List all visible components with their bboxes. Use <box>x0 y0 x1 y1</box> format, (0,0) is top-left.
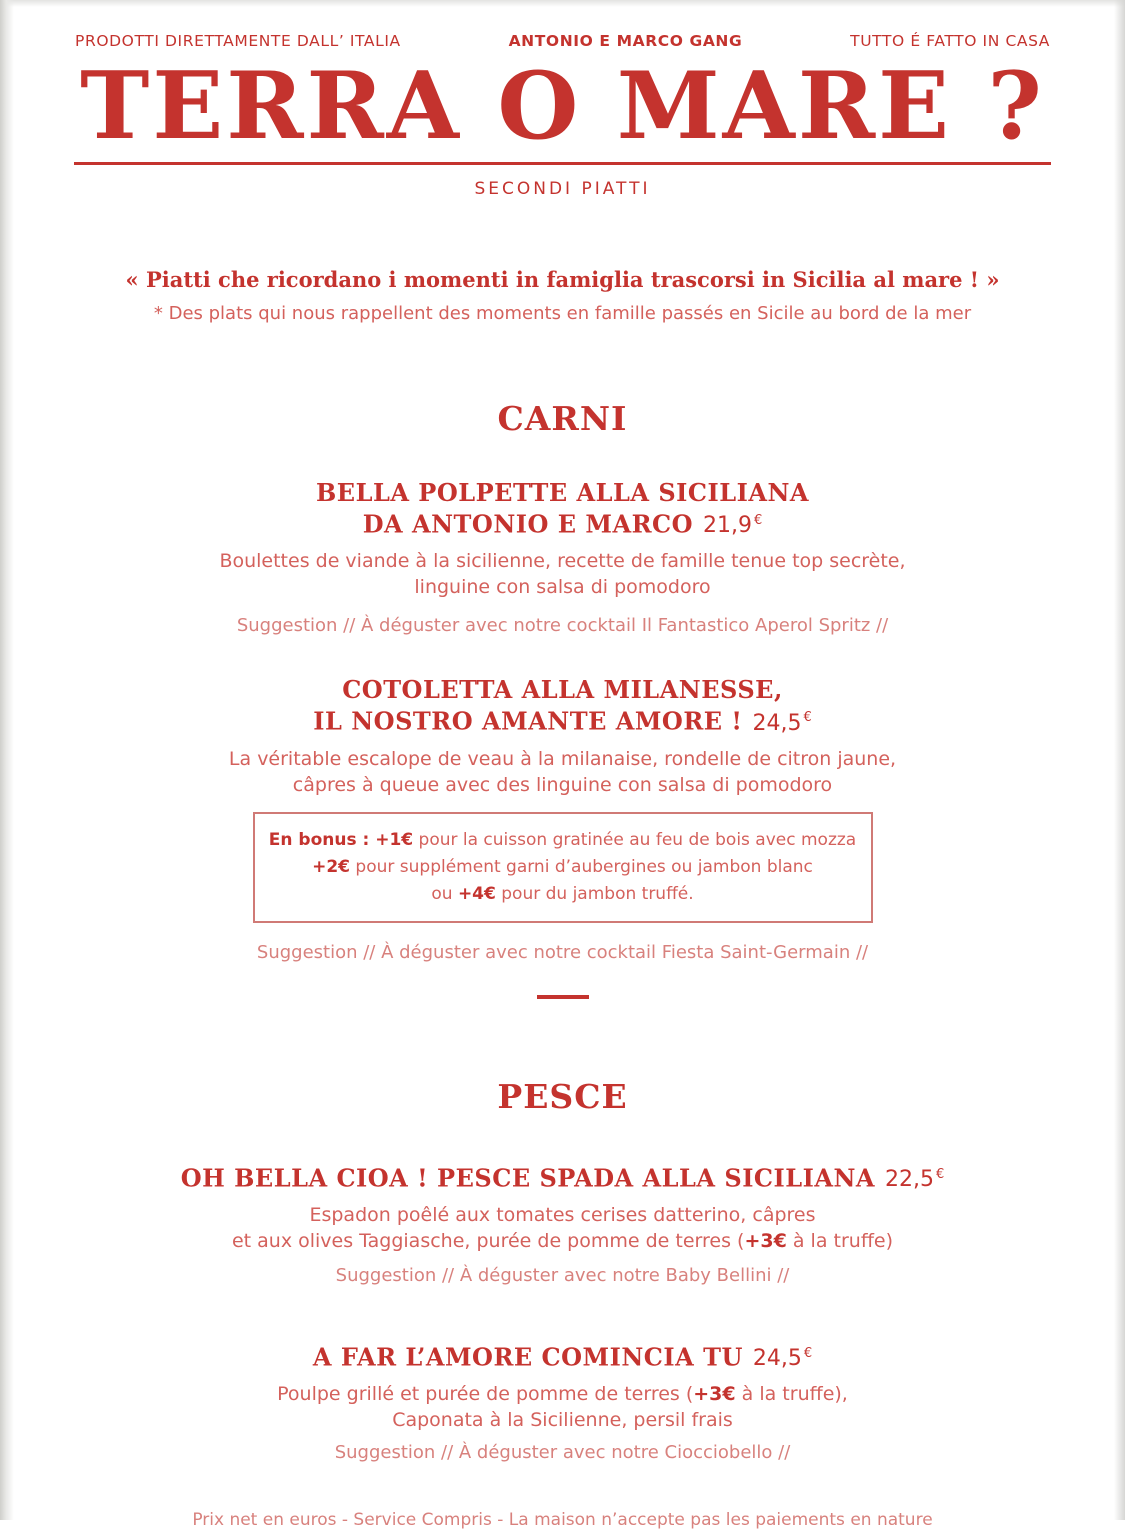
title-rule <box>74 162 1051 165</box>
euro-sign: € <box>754 513 763 529</box>
truffle-supplement-bold: +3€ <box>693 1383 736 1406</box>
bonus-price-bold: +4€ <box>457 883 496 904</box>
section-heading-pesce: PESCE <box>497 1076 628 1116</box>
bonus-price-bold: +2€ <box>312 856 351 877</box>
dish-title-cotoletta <box>0 676 1125 737</box>
dish-title-amore <box>0 1340 1125 1373</box>
dish-suggestion: Suggestion // À déguster avec notre Ciocciobello // <box>334 1442 791 1464</box>
dish-title-line: OH BELLA CIOA ! PESCE SPADA ALLA SICILIANA <box>180 1163 876 1193</box>
description-line: Espadon poêlé aux tomates cerises datterino, câpres <box>309 1204 816 1227</box>
bonus-text: pour du jambon truffé. <box>495 883 694 904</box>
header-tagline-center: ANTONIO E MARCO GANG <box>508 32 743 50</box>
price-value: 24,5 <box>752 710 802 736</box>
description-line: Poulpe grillé et purée de pomme de terres ( <box>277 1383 694 1406</box>
euro-sign: € <box>803 710 812 726</box>
dish-price <box>703 513 762 538</box>
dish-title-line: IL NOSTRO AMANTE AMORE ! <box>313 706 743 736</box>
dish-price <box>753 1346 812 1371</box>
header-tagline-left: PRODOTTI DIRETTAMENTE DALL’ ITALIA <box>75 32 401 50</box>
dish-suggestion: Suggestion // À déguster avec notre Baby Bellini // <box>335 1265 790 1287</box>
section-divider-dash <box>537 995 589 999</box>
page-edge-right-shadow <box>1114 0 1125 1520</box>
restaurant-title: TERRA O MARE ? <box>80 51 1045 160</box>
bonus-text: pour supplément garni d’aubergines ou jambon blanc <box>350 856 813 877</box>
dish-title-line: DA ANTONIO E MARCO <box>362 509 694 539</box>
price-value: 24,5 <box>752 1346 802 1372</box>
dish-suggestion: Suggestion // À déguster avec notre cocktail Fiesta Saint-Germain // <box>256 941 869 963</box>
description-line: à la truffe) <box>786 1230 894 1253</box>
dish-title-line: A FAR L’AMORE COMINCIA TU <box>312 1342 743 1372</box>
section-heading-carni: CARNI <box>497 399 628 439</box>
description-line: Caponata à la Sicilienne, persil frais <box>392 1409 733 1432</box>
dish-price <box>885 1167 944 1192</box>
dish-description <box>40 746 1085 798</box>
header-bar <box>75 32 1050 50</box>
bonus-text: ou <box>431 883 458 904</box>
dish-price <box>752 711 811 736</box>
description-line: linguine con salsa di pomodoro <box>414 576 711 599</box>
dish-description <box>40 548 1085 600</box>
description-line: et aux olives Taggiasche, purée de pomme de terres ( <box>231 1230 745 1253</box>
truffle-supplement-bold: +3€ <box>744 1230 787 1253</box>
euro-sign: € <box>936 1166 945 1182</box>
header-tagline-right: TUTTO É FATTO IN CASA <box>850 32 1050 50</box>
bonus-line <box>269 827 857 854</box>
dish-title-line: BELLA POLPETTE ALLA SICILIANA <box>316 478 809 508</box>
bonus-price-bold: En bonus : +1€ <box>268 829 414 850</box>
page-edge-top-shadow <box>0 0 1125 7</box>
euro-sign: € <box>803 1346 813 1362</box>
footer-note: Prix net en euros - Service Compris - La maison n’accepte pas les paiements en nature <box>192 1510 933 1531</box>
dish-description <box>40 1202 1085 1254</box>
bonus-line <box>269 854 857 881</box>
bonus-text: pour la cuisson gratinée au feu de bois avec mozza <box>413 829 857 850</box>
bonus-line <box>269 881 857 908</box>
description-line: Boulettes de viande à la sicilienne, recette de famille tenue top secrète, <box>219 550 906 573</box>
description-line: à la truffe), <box>735 1383 848 1406</box>
description-line: La véritable escalope de veau à la milanaise, rondelle de citron jaune, <box>228 747 897 770</box>
dish-suggestion: Suggestion // À déguster avec notre cocktail Il Fantastico Aperol Spritz // <box>236 615 889 637</box>
description-line: câpres à queue avec des linguine con salsa di pomodoro <box>292 773 833 796</box>
price-value: 21,9 <box>703 513 753 539</box>
dish-description <box>40 1381 1085 1433</box>
page-edge-left-shadow <box>0 0 14 1520</box>
dish-title-polpette <box>0 479 1125 540</box>
dish-title-line: COTOLETTA ALLA MILANESSE, <box>342 675 783 705</box>
menu-category-subtitle: SECONDI PIATTI <box>474 179 651 200</box>
dish-title-pesce-spada <box>0 1161 1125 1194</box>
intro-quote-translation: * Des plats qui nous rappellent des moments en famille passés en Sicile au bord de la mer <box>153 303 972 325</box>
intro-quote: « Piatti che ricordano i momenti in famiglia trascorsi in Sicilia al mare ! » <box>125 267 1000 293</box>
bonus-options-box <box>253 812 873 923</box>
price-value: 22,5 <box>885 1167 935 1193</box>
